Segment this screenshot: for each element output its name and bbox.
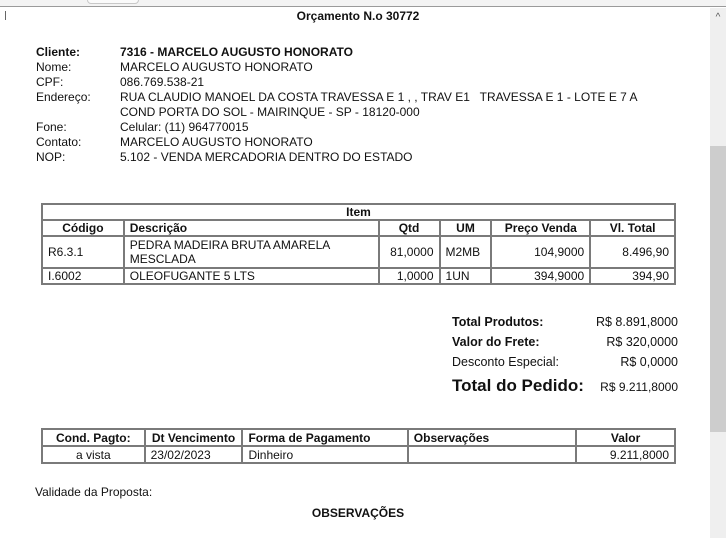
valor-frete-label: Valor do Frete: [452, 335, 540, 349]
header-cond-pagto: Cond. Pagto: [42, 429, 145, 446]
name-label: Nome: [36, 60, 72, 74]
total-produtos-label: Total Produtos: [452, 315, 544, 329]
cell-descricao: OLEOFUGANTE 5 LTS [124, 268, 379, 284]
client-row [36, 45, 638, 60]
browser-top-bar [0, 0, 726, 7]
nop-row [36, 150, 638, 165]
header-observacoes: Observações [408, 429, 576, 446]
name-row [36, 60, 638, 75]
scroll-up-arrow-icon[interactable]: ^ [715, 12, 721, 23]
phone-row [36, 120, 638, 135]
contact-label: Contato: [36, 135, 82, 149]
cell-vl-total: 8.496,90 [590, 236, 675, 268]
cell-qtd: 1,0000 [379, 268, 440, 284]
contact-value: MARCELO AUGUSTO HONORATO [120, 135, 313, 149]
items-caption: Item [42, 204, 675, 220]
address-value: RUA CLAUDIO MANOEL DA COSTA TRAVESSA E 1 , , TRAV E1 TRAVESSA E 1 - LOTE E 7 A [120, 90, 638, 104]
total-produtos-value: R$ 8.891,8000 [595, 315, 678, 329]
payment-header-row [42, 429, 675, 446]
total-pedido-label: Total do Pedido: [452, 376, 584, 395]
nop-value: 5.102 - VENDA MERCADORIA DENTRO DO ESTADO [120, 150, 413, 164]
validade-label: Validade da Proposta: [35, 485, 153, 499]
cell-observacoes [408, 446, 576, 463]
phone-label: Fone: [36, 120, 67, 134]
header-descricao: Descrição [124, 220, 379, 236]
items-table [41, 203, 676, 285]
cell-descricao: PEDRA MADEIRA BRUTA AMARELA MESCLADA [124, 236, 379, 268]
cell-preco-venda: 104,9000 [491, 236, 590, 268]
cell-codigo: I.6002 [42, 268, 124, 284]
valor-frete-row [452, 335, 678, 355]
cell-um: 1UN [440, 268, 492, 284]
totals-block [452, 315, 678, 396]
total-pedido-row [452, 376, 678, 396]
cpf-value: 086.769.538-21 [120, 75, 205, 89]
address-label-2 [36, 105, 120, 120]
table-row [42, 236, 675, 268]
cell-preco-venda: 394,9000 [491, 268, 590, 284]
address-row-2 [36, 105, 638, 120]
toolbar-button[interactable] [87, 0, 139, 4]
observacoes-title: OBSERVAÇÕES [311, 506, 405, 520]
items-caption-row [42, 204, 675, 220]
header-vl-total: Vl. Total [590, 220, 675, 236]
document-title: Orçamento N.o 30772 [296, 9, 420, 23]
desconto-row [452, 355, 678, 375]
cell-qtd: 81,0000 [379, 236, 440, 268]
items-header-row [42, 220, 675, 236]
total-produtos-row [452, 315, 678, 335]
total-pedido-value: R$ 9.211,8000 [600, 380, 678, 394]
scrollbar-thumb[interactable] [710, 146, 726, 432]
cell-forma-pagamento: Dinheiro [242, 446, 407, 463]
desconto-value: R$ 0,0000 [620, 355, 678, 369]
table-row [42, 446, 675, 463]
address-label: Endereço: [36, 90, 91, 104]
phone-value: Celular: (11) 964770015 [120, 120, 249, 134]
cpf-row [36, 75, 638, 90]
address-value-2: COND PORTA DO SOL - MAIRINQUE - SP - 18120-000 [120, 105, 420, 119]
cell-dt-vencimento: 23/02/2023 [145, 446, 243, 463]
contact-row [36, 135, 638, 150]
nop-label: NOP: [36, 150, 66, 164]
cell-um: M2MB [440, 236, 492, 268]
cell-codigo: R6.3.1 [42, 236, 124, 268]
header-valor: Valor [576, 429, 675, 446]
client-value: 7316 - MARCELO AUGUSTO HONORATO [120, 45, 353, 59]
header-forma-pagamento: Forma de Pagamento [242, 429, 407, 446]
cpf-label: CPF: [36, 75, 64, 89]
address-row [36, 90, 638, 105]
cell-vl-total: 394,90 [590, 268, 675, 284]
header-qtd: Qtd [379, 220, 440, 236]
client-label: Cliente: [36, 45, 81, 59]
header-dt-vencimento: Dt Vencimento [145, 429, 243, 446]
valor-frete-value: R$ 320,0000 [606, 335, 678, 349]
cell-valor: 9.211,8000 [576, 446, 675, 463]
vertical-scrollbar[interactable] [710, 8, 726, 538]
payment-table [41, 428, 676, 464]
header-um: UM [440, 220, 492, 236]
cell-cond-pagto: a vista [42, 446, 145, 463]
table-row [42, 268, 675, 284]
header-codigo: Código [42, 220, 124, 236]
header-preco-venda: Preço Venda [491, 220, 590, 236]
name-value: MARCELO AUGUSTO HONORATO [120, 60, 313, 74]
client-info [36, 45, 638, 165]
desconto-label: Desconto Especial: [452, 355, 560, 369]
